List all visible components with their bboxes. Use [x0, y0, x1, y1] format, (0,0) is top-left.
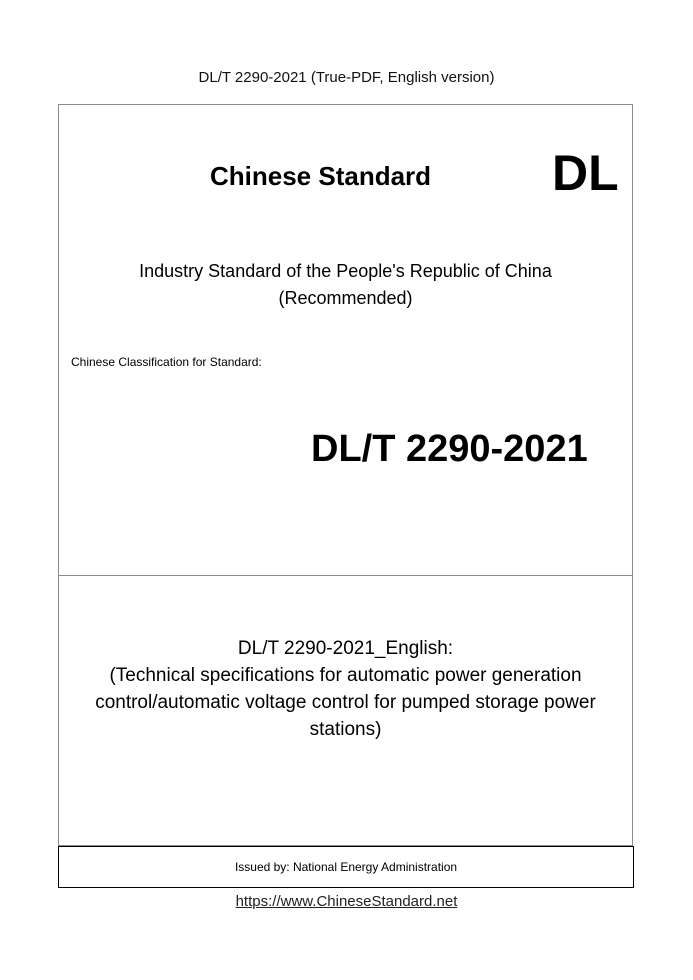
title-line: DL/T 2290-2021_English: [237, 638, 454, 659]
title-line: (Technical specifications for automatic power generation [109, 665, 582, 686]
issuer-text: Issued by: National Energy Administration [234, 860, 458, 874]
document-caption: DL/T 2290-2021 (True-PDF, English version) [198, 69, 495, 86]
industry-statement [58, 258, 633, 312]
footer-link-row [0, 892, 693, 912]
classification-label: Chinese Classification for Standard: [71, 355, 262, 369]
issuer-box [58, 846, 634, 888]
website-link[interactable]: https://www.ChineseStandard.net [235, 893, 458, 910]
recommended-line: (Recommended) [278, 288, 413, 308]
cover-divider [58, 575, 633, 576]
industry-line: Industry Standard of the People's Republic of China [139, 261, 552, 281]
standard-number: DL/T 2290-2021 [311, 428, 588, 470]
title-line: control/automatic voltage control for pumped storage power [95, 692, 596, 713]
standard-mark: DL [552, 145, 619, 201]
english-title [58, 635, 633, 743]
title-line: stations) [309, 719, 382, 740]
cover-heading: Chinese Standard [210, 161, 432, 191]
